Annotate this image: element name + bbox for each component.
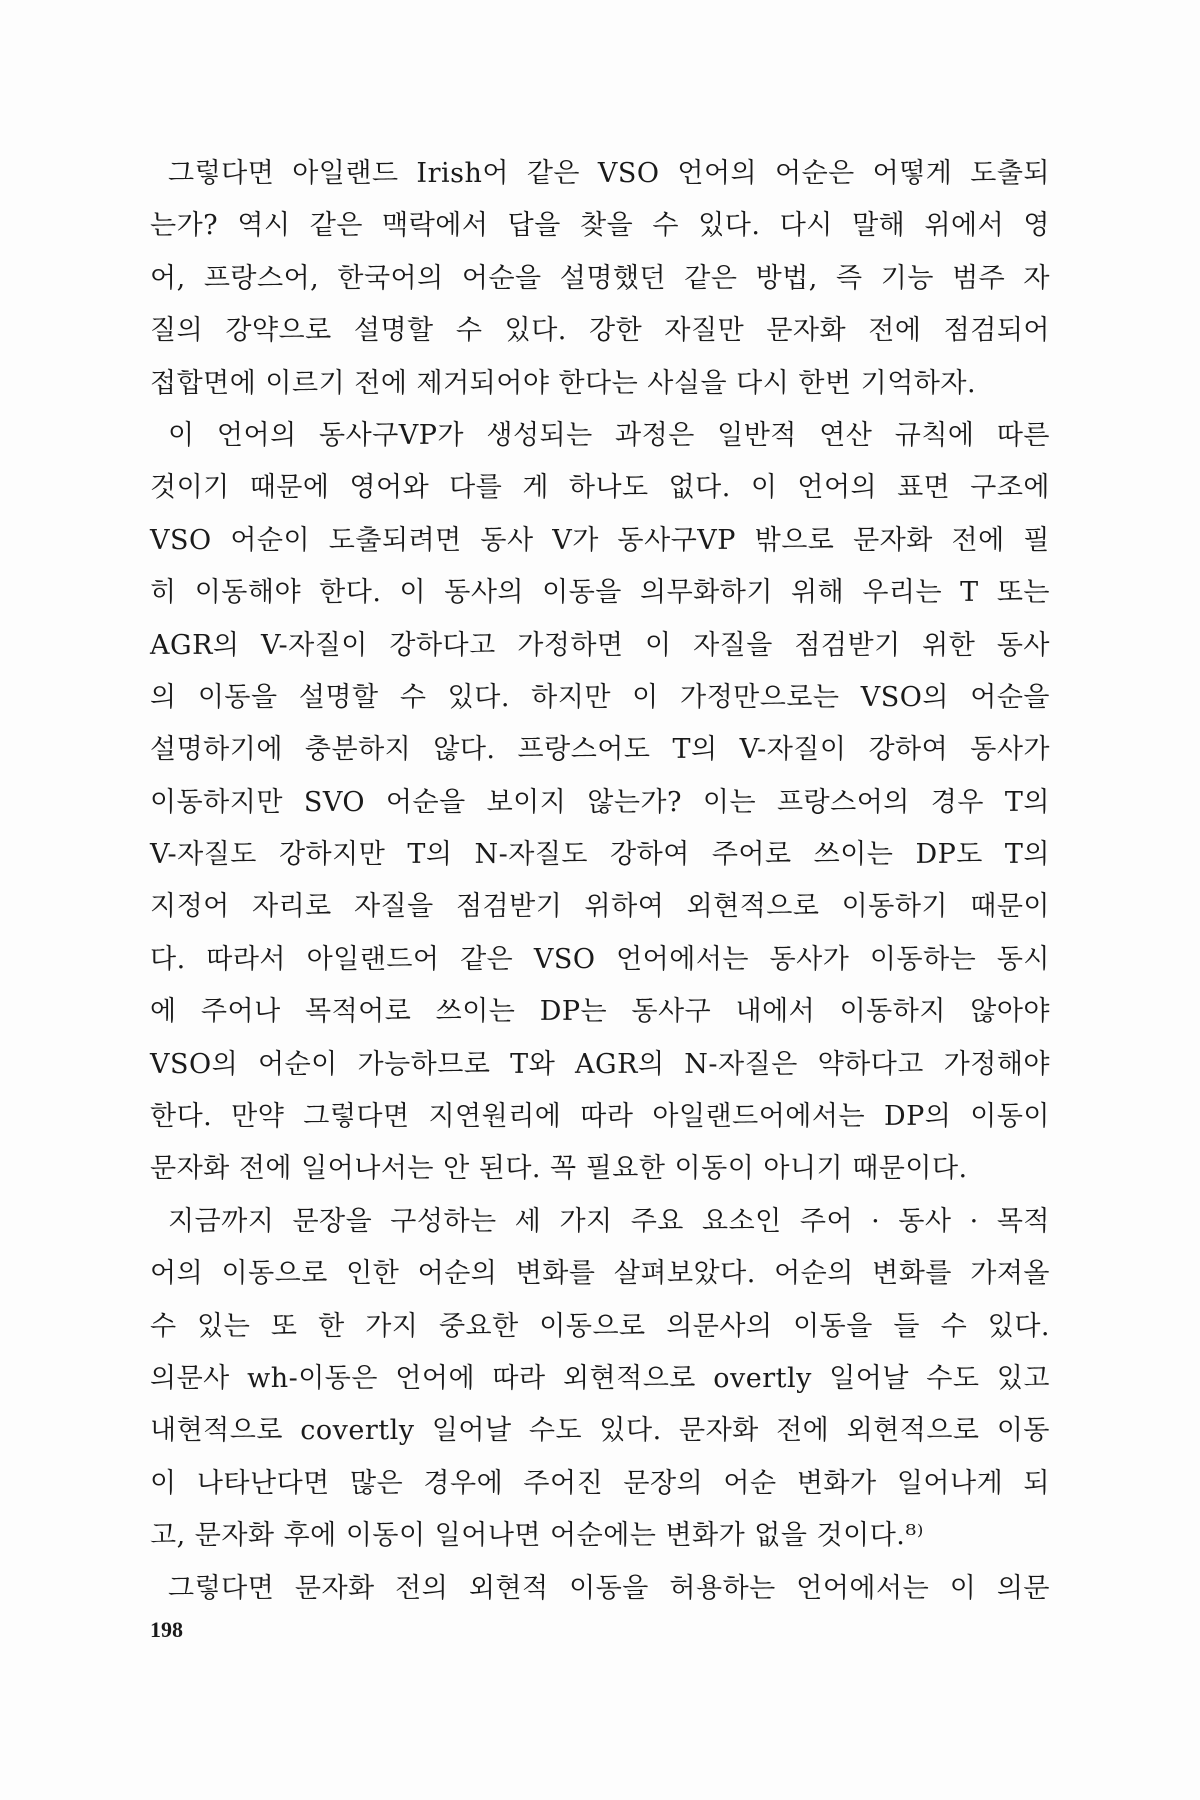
text-line: AGR의 V-자질이 강하다고 가정하면 이 자질을 점검받기 위한 동사 (150, 629, 1050, 661)
text-line: 문자화 전에 일어나서는 안 된다. 꼭 필요한 이동이 아니기 때문이다. (150, 1153, 968, 1185)
text-line: VSO 어순이 도출되려면 동사 V가 동사구VP 밖으로 문자화 전에 필 (150, 524, 1050, 556)
page-number: 198 (150, 1617, 183, 1642)
text-line: 이 나타난다면 많은 경우에 주어진 문장의 어순 변화가 일어나게 되 (150, 1467, 1050, 1499)
body-text (150, 148, 1050, 1615)
text-line: 의 이동을 설명할 수 있다. 하지만 이 가정만으로는 VSO의 어순을 (150, 681, 1050, 713)
text-line: 다. 따라서 아일랜드어 같은 VSO 언어에서는 동사가 이동하는 동시 (150, 943, 1050, 975)
text-line: 그렇다면 아일랜드 Irish어 같은 VSO 언어의 어순은 어떻게 도출되 (168, 158, 1050, 189)
text-line: 것이기 때문에 영어와 다를 게 하나도 없다. 이 언어의 표면 구조에 (150, 472, 1050, 504)
text-line: VSO의 어순이 가능하므로 T와 AGR의 N-자질은 약하다고 가정해야 (150, 1048, 1050, 1080)
text-line: 이동하지만 SVO 어순을 보이지 않는가? 이는 프랑스어의 경우 T의 (150, 786, 1050, 818)
paragraph-overt-movement (150, 1563, 1050, 1615)
text-line: 한다. 만약 그렇다면 지연원리에 따라 아일랜드어에서는 DP의 이동이 (150, 1101, 1050, 1133)
text-line: V-자질도 강하지만 T의 N-자질도 강하여 주어로 쓰이는 DP도 T의 (150, 839, 1050, 871)
text-line: 그렇다면 문자화 전의 외현적 이동을 허용하는 언어에서는 이 의문 (168, 1572, 1050, 1604)
paragraph-irish-vso-question (150, 148, 1050, 410)
text-line: 는가? 역시 같은 맥락에서 답을 찾을 수 있다. 다시 말해 위에서 영 (150, 210, 1050, 242)
text-line: 수 있는 또 한 가지 중요한 이동으로 의문사의 이동을 들 수 있다. (150, 1310, 1050, 1342)
text-line: 이 언어의 동사구VP가 생성되는 과정은 일반적 연산 규칙에 따른 (168, 419, 1050, 451)
text-line: 지정어 자리로 자질을 점검받기 위하여 외현적으로 이동하기 때문이 (150, 891, 1050, 923)
paragraph-verb-movement (150, 410, 1050, 1196)
text-line: 히 이동해야 한다. 이 동사의 이동을 의무화하기 위해 우리는 T 또는 (150, 577, 1050, 609)
text-line: 어, 프랑스어, 한국어의 어순을 설명했던 같은 방법, 즉 기능 범주 자 (150, 262, 1050, 294)
text-line: 고, 문자화 후에 이동이 일어나면 어순에는 변화가 없을 것이다.⁸⁾ (150, 1520, 924, 1552)
text-line: 접합면에 이르기 전에 제거되어야 한다는 사실을 다시 한번 기억하자. (150, 367, 977, 399)
text-line: 질의 강약으로 설명할 수 있다. 강한 자질만 문자화 전에 점검되어 (150, 315, 1050, 347)
text-line: 의문사 wh-이동은 언어에 따라 외현적으로 overtly 일어날 수도 있고 (150, 1362, 1050, 1394)
text-line: 어의 이동으로 인한 어순의 변화를 살펴보았다. 어순의 변화를 가져올 (150, 1258, 1050, 1290)
paragraph-wh-movement (150, 1196, 1050, 1563)
text-line: 에 주어나 목적어로 쓰이는 DP는 동사구 내에서 이동하지 않아야 (150, 996, 1050, 1028)
text-line: 설명하기에 충분하지 않다. 프랑스어도 T의 V-자질이 강하여 동사가 (150, 734, 1050, 766)
text-line: 내현적으로 covertly 일어날 수도 있다. 문자화 전에 외현적으로 이동 (150, 1415, 1050, 1447)
text-line: 지금까지 문장을 구성하는 세 가지 주요 요소인 주어 · 동사 · 목적 (168, 1205, 1050, 1237)
